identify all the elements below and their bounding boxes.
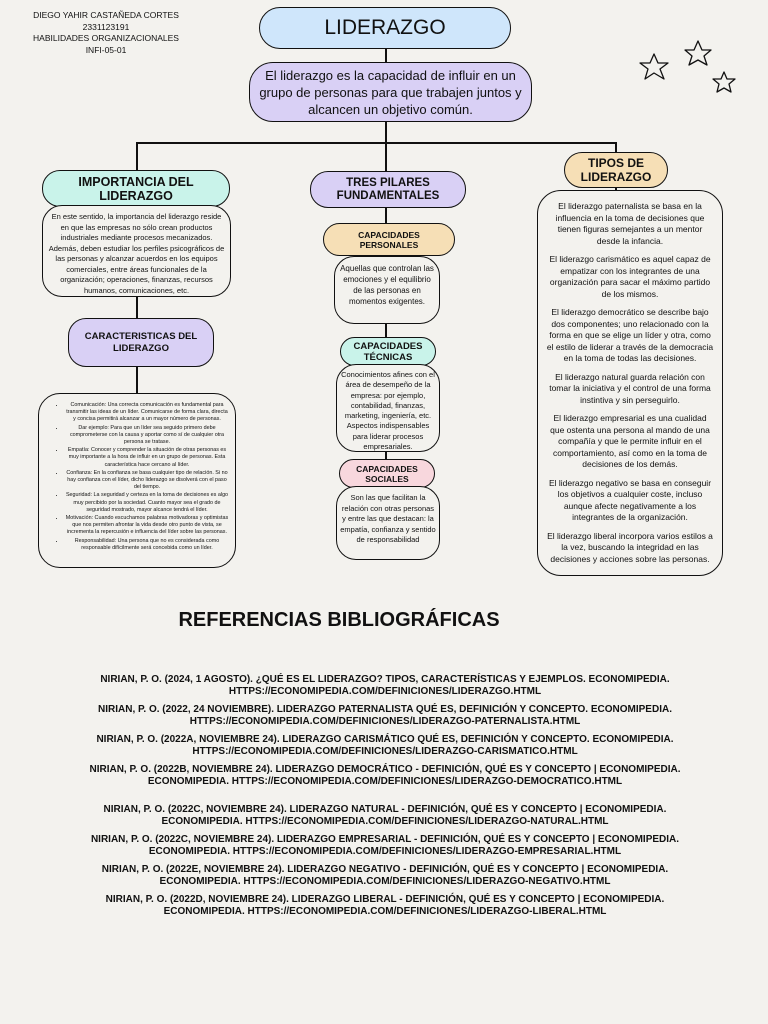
types-box — [537, 190, 723, 576]
list-item: El liderazgo natural guarda relación con tomar la iniciativa y el control de una forma instintiva y sin perseguirlo. — [549, 371, 711, 405]
technical-skills-heading: CAPACIDADES TÉCNICAS — [340, 337, 436, 366]
star-icon — [640, 54, 668, 79]
social-skills-heading: CAPACIDADES SOCIALES — [339, 459, 435, 488]
list-item: El liderazgo liberal incorpora varios estilos a la vez, buscando la integridad en las decisiones y acciones sobre las personas. — [547, 530, 713, 564]
connector — [385, 208, 387, 224]
connector — [615, 142, 617, 152]
author-id: 2331123191 — [82, 21, 130, 32]
connector — [136, 367, 138, 394]
list-item: • Empatía: Conocer y comprender la situación de otras personas es muy importante a la hora de influir en un grupo de personas. Esta característica hace cercano al líder. — [65, 447, 229, 469]
characteristics-box — [38, 393, 236, 568]
connector — [385, 324, 387, 337]
list-item: El liderazgo paternalista se basa en la influencia en la toma de decisiones que tienen figuras semejantes a un mentor desde la infancia. — [555, 201, 705, 246]
author-group: INFI-05-01 — [85, 44, 127, 55]
list-item: El liderazgo negativo se basa en conseguir los objetivos a cualquier coste, incluso aunque afecte negativamente a los integrantes de la organización. — [548, 477, 712, 522]
social-skills-text: Son las que facilitan la relación con otras personas y entre las que destacan: la empatía, confianza y sentido de responsabilidad — [336, 486, 440, 560]
list-item: El liderazgo democrático se describe bajo dos componentes; uno relacionado con la forma en que se elige un líder y otra, como el estilo de liderar a través de la democracia en la toma de todas las decisiones. — [546, 307, 714, 363]
list-item: • Confianza: En la confianza se basa cualquier tipo de relación. Si no hay confianza con el líder, dicho liderazgo se disolverá con el paso del tiempo. — [65, 470, 229, 492]
connector — [385, 142, 387, 171]
characteristics-heading: CARACTERISTICAS DEL LIDERAZGO — [68, 318, 214, 367]
list-item: • Comunicación: Una correcta comunicación es fundamental para transmitir las ideas de un líder. Comunicarse de forma clara, directa y concisa permitirá alcanzar a un mayor número de personas. — [65, 402, 229, 424]
importance-heading: IMPORTANCIA DEL LIDERAZGO — [42, 170, 230, 207]
list-item: • Motivación: Cuando escuchamos palabras motivadoras y optimistas que nos permiten afrontar la vida desde otro punto de vista, se incrementa la repercusión e influencia del líder sobre las personas. — [65, 515, 229, 537]
technical-skills-text: Conocimientos afines con el área de desempeño de la empresa: por ejemplo, contabilidad, finanzas, marketing, ingeniería, etc. Aspectos indispensables para liderar procesos empresariales. — [336, 364, 440, 452]
list-item: NIRIAN, P. O. (2022A, NOVIEMBRE 24). LIDERAZGO CARISMÁTICO QUÉ ES, DEFINICIÓN Y CONCEPTO. ECONOMIPEDIA. HTTPS://ECONOMIPEDIA.COM/DEFINICIONES/LIDERAZGO-CARISMATICO.HTML — [96, 734, 674, 757]
page-title: LIDERAZGO — [259, 7, 511, 49]
importance-text: En este sentido, la importancia del liderazgo reside en que las empresas no sólo crean productos industriales mediante procesos mecanizados. Además, deben estudiar los perfiles psicográficos de las personas y alcanzar acuerdos en los equipos comerciales, entre áreas funcionales de la organización; operaciones, finanzas, recursos humanos, comunicaciones, etc. — [42, 205, 231, 297]
personal-skills-text: Aquellas que controlan las emociones y el equilibrio de las personas en momentos exigentes. — [334, 256, 440, 324]
star-icon — [713, 72, 735, 92]
list-item: NIRIAN, P. O. (2022C, NOVIEMBRE 24). LIDERAZGO NATURAL - DEFINICIÓN, QUÉ ES Y CONCEPTO | ECONOMIPEDIA. ECONOMIPEDIA. HTTPS://ECONOMIPEDIA.COM/DEFINICIONES/LIDERAZGO-NATURAL.HTML — [103, 804, 667, 827]
list-item: • Seguridad: La seguridad y certeza en la toma de decisiones es algo muy percibido por la sociedad. Cuanto mayor sea el grado de seguridad mostrado, mayor alcance tendrá el líder. — [65, 492, 229, 514]
types-heading: TIPOS DE LIDERAZGO — [564, 152, 668, 188]
personal-skills-heading: CAPACIDADES PERSONALES — [323, 223, 455, 256]
references-list — [80, 674, 690, 924]
connector — [136, 297, 138, 319]
connector — [385, 49, 387, 62]
list-item: El liderazgo empresarial es una cualidad que ostenta una persona al mando de una compañía y que le permite influir en el comportamiento, así como en la toma de decisiones de los demás. — [550, 413, 710, 469]
list-item: NIRIAN, P. O. (2022D, NOVIEMBRE 24). LIDERAZGO LIBERAL - DEFINICIÓN, QUÉ ES Y CONCEPTO | ECONOMIPEDIA. ECONOMIPEDIA. HTTPS://ECONOMIPEDIA.COM/DEFINICIONES/LIDERAZGO-LIBERAL.HTML — [105, 894, 665, 917]
list-item: • Responsabilidad: Una persona que no es considerada como responsable difícilmente será concebida como un líder. — [65, 538, 229, 552]
list-item: NIRIAN, P. O. (2022E, NOVIEMBRE 24). LIDERAZGO NEGATIVO - DEFINICIÓN, QUÉ ES Y CONCEPTO | ECONOMIPEDIA. ECONOMIPEDIA. HTTPS://ECONOMIPEDIA.COM/DEFINICIONES/LIDERAZGO-NEGATIVO.HTML — [101, 864, 669, 887]
pillars-heading: TRES PILARES FUNDAMENTALES — [310, 171, 466, 208]
characteristics-list — [39, 394, 235, 552]
list-item: NIRIAN, P. O. (2024, 1 AGOSTO). ¿QUÉ ES EL LIDERAZGO? TIPOS, CARACTERÍSTICAS Y EJEMPLOS. ECONOMIPEDIA. HTTPS://ECONOMIPEDIA.COM/DEFINICIONES/LIDERAZGO.HTML — [100, 674, 670, 697]
author-name: DIEGO YAHIR CASTAÑEDA CORTES — [33, 10, 179, 20]
references-heading: REFERENCIAS BIBLIOGRÁFICAS — [178, 609, 500, 631]
author-course: HABILIDADES ORGANIZACIONALES — [33, 33, 179, 43]
star-icon — [685, 41, 711, 65]
list-item: NIRIAN, P. O. (2022, 24 NOVIEMBRE). LIDERAZGO PATERNALISTA QUÉ ES, DEFINICIÓN Y CONCEPTO. ECONOMIPEDIA. HTTPS://ECONOMIPEDIA.COM/DEFINICIONES/LIDERAZGO-PATERNALISTA.HTML — [98, 704, 672, 727]
connector — [136, 142, 138, 171]
connector — [385, 122, 387, 142]
connector — [136, 142, 616, 144]
list-item: • Dar ejemplo: Para que un líder sea seguido primero debe comprometerse con la causa y aportar como sí de cualquier otra persona se tratase. — [65, 425, 229, 447]
author-info — [20, 10, 192, 56]
stars-decoration — [636, 38, 746, 102]
definition-box: El liderazgo es la capacidad de influir en un grupo de personas para que trabajen juntos y alcancen un objetivo común. — [249, 62, 532, 122]
list-item: El liderazgo carismático es aquel capaz de empatizar con los integrantes de una organización para sacar el máximo partido de los mismos. — [549, 254, 711, 299]
list-item: NIRIAN, P. O. (2022B, NOVIEMBRE 24). LIDERAZGO DEMOCRÁTICO - DEFINICIÓN, QUÉ ES Y CONCEPTO | ECONOMIPEDIA. ECONOMIPEDIA. HTTPS://ECONOMIPEDIA.COM/DEFINICIONES/LIDERAZGO-DEMOCRATICO.HTML — [89, 764, 681, 787]
list-item: NIRIAN, P. O. (2022C, NOVIEMBRE 24). LIDERAZGO EMPRESARIAL - DEFINICIÓN, QUÉ ES Y CONCEPTO | ECONOMIPEDIA. ECONOMIPEDIA. HTTPS://ECONOMIPEDIA.COM/DEFINICIONES/LIDERAZGO-EMPRESARIAL.HTML — [90, 834, 680, 857]
